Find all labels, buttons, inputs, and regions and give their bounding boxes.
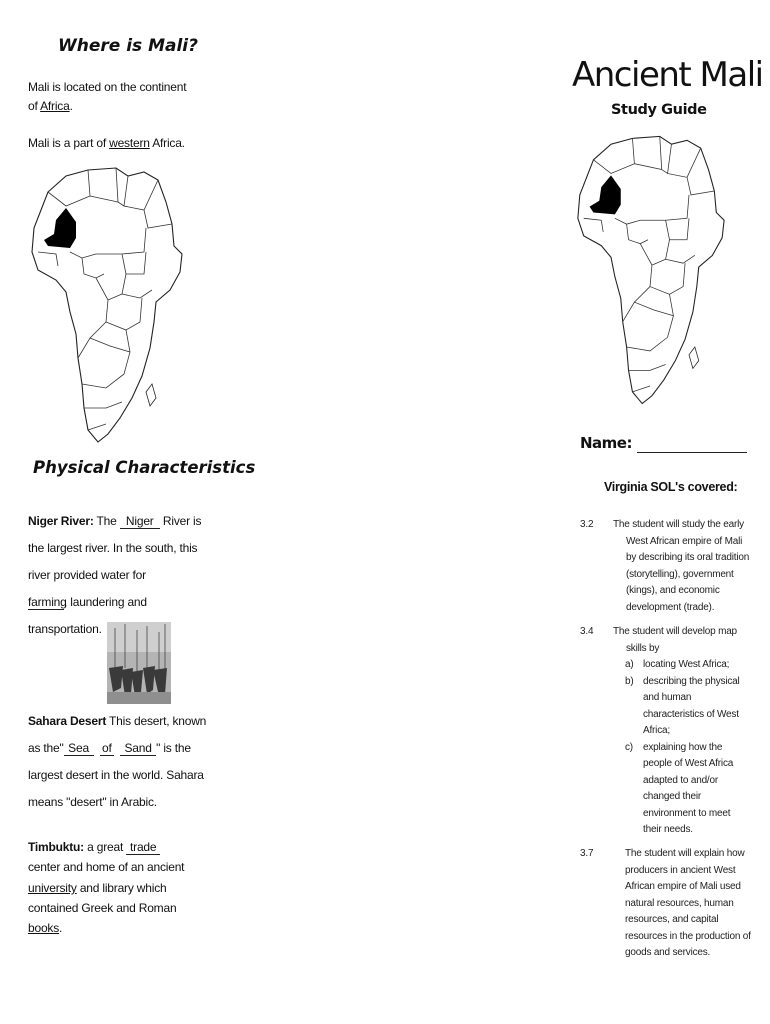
answer-niger: Niger <box>120 515 160 529</box>
page-title: Ancient Mali <box>572 55 763 95</box>
sol-text <box>625 846 751 962</box>
sahara-label: Sahara Desert <box>28 714 107 728</box>
niger-line-1 <box>28 514 201 529</box>
sahara-line-2 <box>28 741 191 756</box>
answer-western: western <box>109 136 150 150</box>
sol-number: 3.4 <box>580 626 594 637</box>
sol-text <box>613 517 749 616</box>
text: , laundering and <box>64 595 147 609</box>
sol-heading: Virginia SOL's covered: <box>604 480 738 494</box>
sol-text <box>613 624 740 839</box>
list-letter: a) <box>625 659 634 670</box>
sol-line: by describing its oral tradition <box>626 552 750 563</box>
timbuktu-line-3 <box>28 881 166 895</box>
sol-number: 3.7 <box>580 848 594 859</box>
niger-line-2: the largest river. In the south, this <box>28 541 198 555</box>
where-line-2 <box>28 99 73 113</box>
text: as the" <box>28 741 64 755</box>
sol-line: natural resources, human <box>625 897 734 909</box>
answer-of: of <box>100 742 114 756</box>
name-line <box>580 434 747 453</box>
sol-line: (kings), and economic <box>626 585 720 596</box>
sol-3-7 <box>580 846 765 966</box>
sol-line: resources, and capital <box>625 914 719 925</box>
text: of <box>28 99 41 113</box>
text: This desert, known <box>106 714 207 728</box>
sol-sublist <box>613 657 740 839</box>
name-field[interactable] <box>637 435 747 453</box>
answer-africa: Africa <box>40 99 70 113</box>
text: The <box>93 514 120 528</box>
sol-line: goods and services. <box>625 947 711 958</box>
physical-heading: Physical Characteristics <box>33 458 256 477</box>
timbuktu-label: Timbuktu: <box>28 840 84 854</box>
sol-line: locating West Africa; <box>643 659 730 670</box>
niger-label: Niger River: <box>28 514 94 528</box>
sol-line: explaining how the <box>643 741 723 753</box>
text: " is the <box>156 741 191 755</box>
sol-line: describing the physical <box>643 675 740 687</box>
sol-3-2 <box>580 517 760 617</box>
sol-line: changed their <box>643 791 702 802</box>
sol-line: their needs. <box>643 824 693 835</box>
sol-line: and human <box>643 692 692 703</box>
answer-sand: Sand <box>120 742 156 756</box>
text: . <box>59 921 63 935</box>
text: Mali is a part of <box>28 136 110 150</box>
answer-farming: farming <box>28 595 67 609</box>
answer-university: university <box>28 881 77 895</box>
niger-line-3: river provided water for <box>28 568 146 582</box>
sol-number: 3.2 <box>580 519 594 530</box>
list-letter: b) <box>625 675 634 687</box>
africa-map-icon-left <box>26 162 186 446</box>
sahara-line-4: means "desert" in Arabic. <box>28 795 157 809</box>
sol-line: The student will study the early <box>613 519 744 530</box>
list-item <box>613 657 740 674</box>
text: Africa. <box>149 136 185 150</box>
sol-line: The student will develop map <box>613 626 737 637</box>
text: Mali is located on the continent <box>28 80 187 94</box>
list-letter: c) <box>625 741 633 753</box>
sol-3-4 <box>580 624 760 839</box>
timbuktu-line-4: contained Greek and Roman <box>28 901 177 915</box>
sol-line: development (trade). <box>626 601 715 613</box>
text: a great <box>83 840 127 854</box>
answer-books: books <box>28 921 60 935</box>
sol-line: characteristics of West <box>643 708 739 720</box>
text: River is <box>159 514 202 528</box>
sol-line: West African empire of Mali <box>626 535 743 547</box>
niger-line-5: transportation. <box>28 622 102 636</box>
list-item <box>613 674 740 740</box>
subtitle: Study Guide <box>611 102 707 118</box>
text: . <box>69 99 73 113</box>
sahara-line-1 <box>28 714 206 728</box>
africa-map-icon-right <box>572 128 728 410</box>
sol-line: African empire of Mali used <box>625 881 741 892</box>
sol-line: (storytelling), government <box>626 568 734 580</box>
where-heading: Where is Mali? <box>58 36 198 56</box>
timbuktu-line-2: center and home of an ancient <box>28 860 185 874</box>
sol-line: resources in the production of <box>625 930 751 942</box>
answer-sea: Sea <box>64 742 94 756</box>
sol-line: adapted to and/or <box>643 774 718 786</box>
sol-line: Africa; <box>643 725 670 736</box>
sol-line: The student will explain how <box>625 848 745 859</box>
sol-line: people of West Africa <box>643 758 734 769</box>
where-line-1 <box>28 80 186 94</box>
sol-line: environment to meet <box>643 807 731 819</box>
timbuktu-line-5 <box>28 921 62 935</box>
sol-line: skills by <box>626 642 660 654</box>
niger-line-4 <box>28 595 147 610</box>
text: and library which <box>76 881 167 895</box>
list-item <box>613 740 740 839</box>
sahara-line-3: largest desert in the world. Sahara <box>28 768 204 782</box>
sol-line: producers in ancient West <box>625 864 736 876</box>
answer-trade: trade <box>126 841 160 855</box>
where-line-3 <box>28 136 185 150</box>
niger-river-boats-photo <box>107 622 171 704</box>
timbuktu-line-1 <box>28 840 160 855</box>
name-label: Name: <box>580 434 637 452</box>
